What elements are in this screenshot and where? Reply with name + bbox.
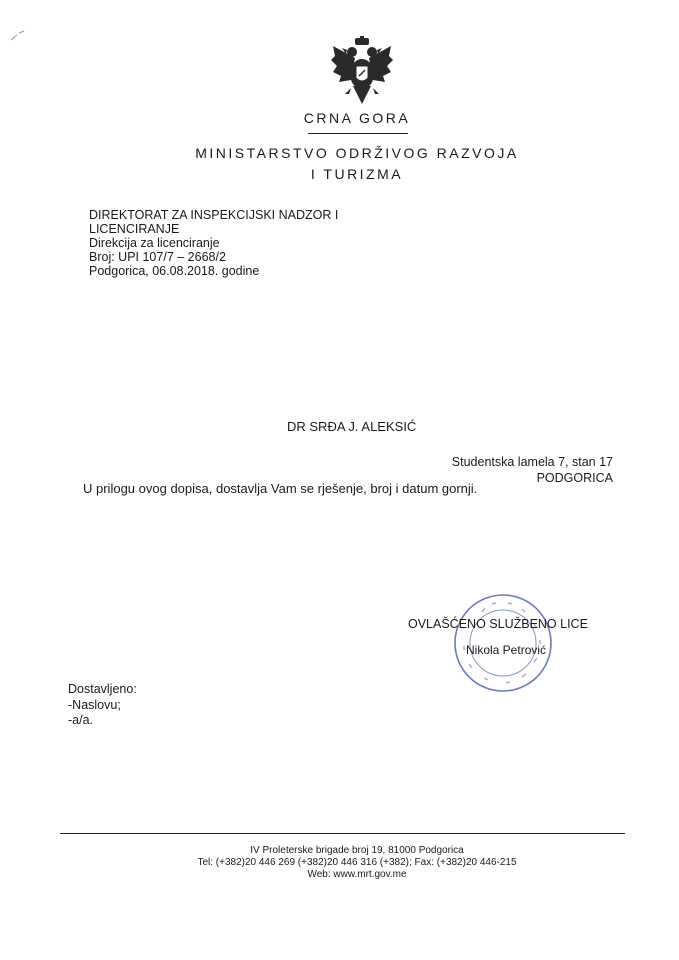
delivery-list — [68, 682, 137, 729]
signer-name: Nikola Petrović — [466, 643, 547, 657]
footer-address: IV Proleterske brigade broj 19, 81000 Podgorica — [250, 845, 464, 856]
directorate-line-2: LICENCIRANJE — [89, 222, 180, 236]
footer-divider — [60, 833, 625, 834]
document-header — [89, 208, 338, 278]
ministry-line-1: MINISTARSTVO ODRŽIVOG RAZVOJA — [195, 145, 519, 161]
letterhead-divider — [308, 133, 408, 134]
delivery-heading: Dostavljeno: — [68, 682, 137, 696]
footer — [0, 845, 679, 881]
delivery-item: -a/a. — [68, 713, 94, 727]
country-name: CRNA GORA — [303, 110, 411, 126]
footer-web: Web: www.mrt.gov.me — [307, 869, 407, 880]
reference-number: Broj: UPI 107/7 – 2668/2 — [89, 250, 226, 264]
letter-body: U prilogu ovog dopisa, dostavlja Vam se rješenje, broj i datum gornji. — [83, 481, 478, 496]
directorate-line-1: DIREKTORAT ZA INSPEKCIJSKI NADZOR I — [89, 208, 339, 222]
official-title: OVLAŠĆENO SLUŽBENO LICE — [408, 617, 588, 631]
recipient-street: Studentska lamela 7, stan 17 — [451, 455, 613, 469]
ministry-line-2: I TURIZMA — [310, 166, 404, 182]
division-name: Direkcija za licenciranje — [89, 236, 220, 250]
place-date: Podgorica, 06.08.2018. godine — [89, 264, 260, 278]
footer-phones: Tel: (+382)20 446 269 (+382)20 446 316 (+382); Fax: (+382)20 446-215 — [197, 857, 517, 868]
delivery-item: -Naslovu; — [68, 697, 121, 712]
ministry-name — [0, 143, 679, 185]
recipient-name: DR SRĐA J. ALEKSIĆ — [287, 419, 417, 434]
pen-mark — [10, 30, 26, 42]
coat-of-arms-icon — [329, 36, 395, 108]
recipient-city: PODGORICA — [536, 470, 613, 485]
